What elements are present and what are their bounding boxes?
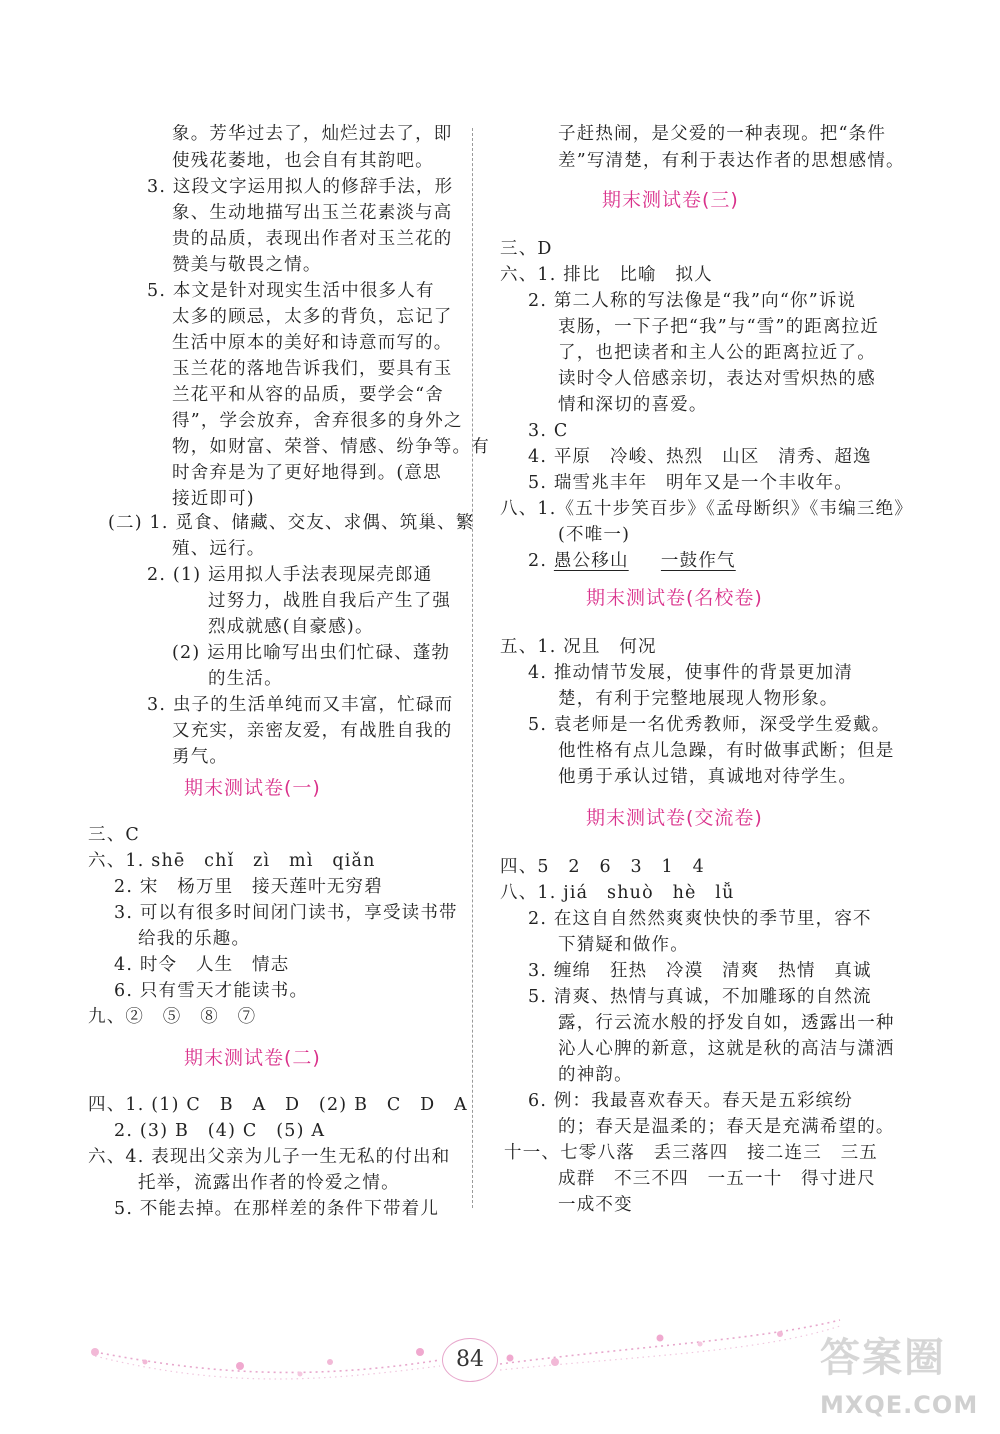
text-line: 3. 虫子的生活单纯而又丰富，忙碌而 bbox=[147, 695, 454, 715]
watermark bbox=[800, 1334, 1000, 1434]
idiom-answer: 愚公移山 bbox=[553, 551, 629, 571]
text-line: 的生活。 bbox=[208, 669, 283, 689]
text-line: 三、D bbox=[500, 239, 553, 259]
text-line: 下猜疑和做作。 bbox=[558, 935, 689, 955]
text-line: 玉兰花的落地告诉我们，要具有玉 bbox=[172, 359, 453, 379]
text-line: 4. 推动情节发展，使事件的背景更加清 bbox=[528, 663, 854, 683]
text-line: 5. 袁老师是一名优秀教师，深受学生爱戴。 bbox=[528, 715, 891, 735]
text-line: 赞美与敬畏之情。 bbox=[172, 255, 322, 275]
text-line: (二) 1. 觅食、储藏、交友、求偶、筑巢、繁 bbox=[108, 513, 475, 533]
text-line: 象、生动地描写出玉兰花素淡与高 bbox=[172, 203, 453, 223]
text-line: 5. 清爽、热情与真诚，不加雕琢的自然流 bbox=[528, 987, 872, 1007]
watermark-url: MXQE.COM bbox=[820, 1391, 979, 1419]
text-line: 2. 宋 杨万里 接天莲叶无穷碧 bbox=[114, 877, 383, 897]
text-line: 十一、七零八落 丢三落四 接二连三 三五 bbox=[504, 1143, 878, 1163]
text-line: 物，如财富、荣誉、情感、纷争等。有 bbox=[172, 437, 490, 457]
text-line: 情和深切的喜爱。 bbox=[558, 395, 708, 415]
text-line: 的；春天是温柔的；春天是充满希望的。 bbox=[558, 1117, 895, 1137]
text-line: 太多的顾忌，太多的背负，忘记了 bbox=[172, 307, 453, 327]
text-line: 兰花平和从容的品质，要学会“舍 bbox=[172, 385, 444, 405]
text-line: 6. 例：我最喜欢春天。春天是五彩缤纷 bbox=[528, 1091, 854, 1111]
section-heading: 期末测试卷(二) bbox=[184, 1047, 321, 1069]
idiom-answer: 一鼓作气 bbox=[660, 551, 736, 571]
section-heading: 期末测试卷(三) bbox=[602, 189, 739, 211]
text-line: 过努力，战胜自我后产生了强 bbox=[208, 591, 452, 611]
text-line: 给我的乐趣。 bbox=[138, 929, 251, 949]
text-line: 5. 瑞雪兆丰年 明年又是一个丰收年。 bbox=[528, 473, 854, 493]
text-line bbox=[528, 548, 736, 574]
text-line: 六、1. shē chǐ zì mì qiǎn bbox=[88, 851, 376, 871]
text-line: 勇气。 bbox=[172, 747, 229, 767]
text-line: 使残花萎地，也会自有其韵吧。 bbox=[172, 151, 434, 171]
text-line: 3. 可以有很多时间闭门读书，享受读书带 bbox=[114, 903, 458, 923]
text-line: 2. (3) B (4) C (5) A bbox=[114, 1121, 326, 1141]
text-line: 6. 只有雪天才能读书。 bbox=[114, 981, 309, 1001]
text-line: 了，也把读者和主人公的距离拉近了。 bbox=[558, 343, 876, 363]
text-line: 烈成就感(自豪感)。 bbox=[208, 617, 374, 637]
text-line: 托举，流露出作者的怜爱之情。 bbox=[138, 1173, 400, 1193]
text-line: 5. 本文是针对现实生活中很多人有 bbox=[147, 281, 435, 301]
text-line: 殖、远行。 bbox=[172, 539, 266, 559]
text-line: 四、1. (1) C B A D (2) B C D A bbox=[88, 1095, 468, 1115]
text-line: 六、1. 排比 比喻 拟人 bbox=[500, 265, 713, 285]
text-line: 4. 时令 人生 情志 bbox=[114, 955, 290, 975]
column-divider bbox=[472, 128, 473, 1208]
page-number: 84 bbox=[442, 1338, 498, 1382]
text-line: (不唯一) bbox=[558, 525, 631, 545]
text-line: 八、1.《五十步笑百步》《孟母断织》《韦编三绝》 bbox=[500, 499, 913, 519]
text-line: 差”写清楚，有利于表达作者的思想感情。 bbox=[558, 151, 905, 171]
text-line: 三、C bbox=[88, 825, 140, 845]
text-line: 一成不变 bbox=[558, 1195, 633, 1215]
text-line: 九、② ⑤ ⑧ ⑦ bbox=[88, 1007, 257, 1027]
text-line: 5. 不能去掉。在那样差的条件下带着儿 bbox=[114, 1199, 440, 1219]
text-line: 成群 不三不四 一五一十 得寸进尺 bbox=[558, 1169, 876, 1189]
text-line: 3. C bbox=[528, 421, 569, 441]
text-line: 4. 平原 冷峻、热烈 山区 清秀、超逸 bbox=[528, 447, 872, 467]
text-line: 象。芳华过去了，灿烂过去了，即 bbox=[172, 124, 453, 144]
text-line: 时舍弃是为了更好地得到。(意思 bbox=[172, 463, 442, 483]
text-line: 得”，学会放弃，舍弃很多的身外之 bbox=[172, 411, 463, 431]
text-line: 接近即可) bbox=[172, 489, 255, 509]
text-line: 贵的品质，表现出作者对玉兰花的 bbox=[172, 229, 453, 249]
watermark-logo: 答案圈 bbox=[820, 1335, 946, 1381]
text-line: 3. 缠绵 狂热 冷漠 清爽 热情 真诚 bbox=[528, 961, 872, 981]
text-line: 楚，有利于完整地展现人物形象。 bbox=[558, 689, 839, 709]
text-line: 八、1. jiá shuò hè lǚ bbox=[500, 883, 735, 903]
text-line: 六、4. 表现出父亲为儿子一生无私的付出和 bbox=[88, 1147, 451, 1167]
text-line: 露，行云流水般的抒发自如，透露出一种 bbox=[558, 1013, 895, 1033]
text-line: (2) 运用比喻写出虫们忙碌、蓬勃 bbox=[172, 643, 451, 663]
text-line: 3. 这段文字运用拟人的修辞手法，形 bbox=[147, 177, 454, 197]
text-line: 子赶热闹，是父爱的一种表现。把“条件 bbox=[558, 124, 887, 144]
text-line: 读时令人倍感亲切，表达对雪炽热的感 bbox=[558, 369, 876, 389]
text-line: 又充实，亲密友爱，有战胜自我的 bbox=[172, 721, 453, 741]
text-line: 的神韵。 bbox=[558, 1065, 633, 1085]
section-heading: 期末测试卷(交流卷) bbox=[586, 807, 763, 829]
text-line: 2. 在这自自然然爽爽快快的季节里，容不 bbox=[528, 909, 872, 929]
text-line: 2. (1) 运用拟人手法表现屎壳郎通 bbox=[147, 565, 433, 585]
text-line: 他性格有点儿急躁，有时做事武断；但是 bbox=[558, 741, 895, 761]
text-line: 衷肠，一下子把“我”与“雪”的距离拉近 bbox=[558, 317, 880, 337]
text-line: 四、5 2 6 3 1 4 bbox=[500, 857, 705, 877]
text-line: 五、1. 况且 何况 bbox=[500, 637, 657, 657]
text-line: 沁人心脾的新意，这就是秋的高洁与潇洒 bbox=[558, 1039, 895, 1059]
text-line: 2. 第二人称的写法像是“我”向“你”诉说 bbox=[528, 291, 857, 311]
section-heading: 期末测试卷(一) bbox=[184, 777, 321, 799]
section-heading: 期末测试卷(名校卷) bbox=[586, 587, 763, 609]
text-line: 他勇于承认过错，真诚地对待学生。 bbox=[558, 767, 858, 787]
item-number: 2. bbox=[528, 551, 548, 571]
text-line: 生活中原本的美好和诗意而写的。 bbox=[172, 333, 453, 353]
